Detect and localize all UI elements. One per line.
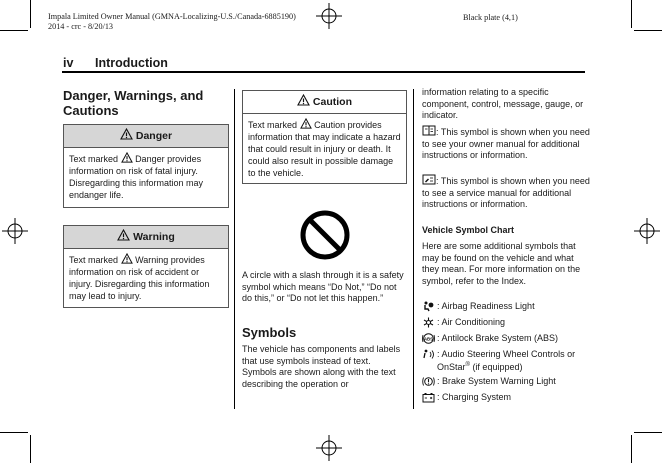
symbol-list — [422, 301, 590, 408]
danger-warnings-heading: Danger, Warnings, and Cautions — [63, 88, 204, 118]
danger-box — [63, 124, 229, 208]
symbol-row-brake-warning — [422, 376, 590, 392]
registration-mark-bottom — [316, 435, 342, 461]
brake-warning-icon — [422, 376, 435, 387]
column-divider — [234, 89, 235, 409]
symbol-label-brake-warning: : Brake System Warning Light — [437, 376, 556, 386]
symbol-row-abs — [422, 333, 590, 349]
symbols-continued: information relating to a specific component, control, message, gauge, or indicator. — [422, 87, 584, 121]
warning-box-header — [64, 226, 228, 249]
caution-box-header — [243, 91, 406, 114]
symbol-label-charging-system: : Charging System — [437, 392, 512, 402]
warning-triangle-icon — [121, 253, 133, 264]
vehicle-symbol-chart-intro: Here are some additional symbols that may be found on the vehicle and what they mean. For more information on the symbol, refer to the Index. — [422, 241, 581, 287]
crop-mark — [634, 30, 662, 31]
warning-triangle-icon — [121, 152, 133, 163]
symbol-row-charging-system — [422, 392, 590, 408]
owner-manual-note — [422, 125, 590, 162]
registered-mark: ® — [465, 362, 470, 368]
crop-mark — [30, 435, 31, 463]
symbols-description: The vehicle has components and labels that use symbols instead of text. Symbols are shown along with the text describing the operation or — [242, 344, 401, 390]
danger-text — [64, 148, 228, 205]
svg-text:ABS: ABS — [423, 336, 434, 342]
steering-label-end: (if equipped) — [469, 362, 523, 372]
owner-manual-note-text: : This symbol is shown when you need to see your owner manual for additional instructions or information. — [422, 127, 590, 161]
section-rule — [62, 71, 585, 73]
symbol-row-steering-wheel-controls — [422, 349, 590, 376]
warning-title: Warning — [133, 231, 175, 243]
danger-text-body: Danger provides information on risk of fatal injury. Disregarding this information may endanger life. — [69, 154, 204, 200]
danger-box-header — [64, 125, 228, 148]
airbag-icon — [422, 301, 435, 312]
registration-mark-left — [2, 218, 28, 244]
warning-triangle-icon — [117, 229, 130, 241]
symbols-heading: Symbols — [242, 325, 297, 340]
battery-icon — [422, 392, 435, 403]
section-title: Introduction — [95, 56, 168, 70]
warning-triangle-icon — [120, 128, 133, 140]
warning-triangle-icon — [300, 118, 312, 129]
page-number: iv — [63, 56, 74, 70]
air-conditioning-icon — [422, 317, 435, 328]
service-manual-icon — [422, 174, 436, 185]
warning-box — [63, 225, 229, 308]
steering-wheel-controls-icon — [422, 349, 435, 360]
manual-header — [48, 12, 338, 31]
crop-mark — [0, 432, 28, 433]
caution-text-prefix: Text marked — [248, 120, 298, 130]
column-divider — [413, 89, 414, 409]
circle-slash-description: A circle with a slash through it is a safety symbol which means “Do Not,” “Do not do this,” or “Do not let this happen.” — [242, 270, 404, 304]
crop-mark — [30, 0, 31, 28]
symbol-row-air-conditioning — [422, 317, 590, 333]
symbol-row-airbag — [422, 301, 590, 317]
registration-mark-right — [634, 218, 660, 244]
crop-mark — [631, 0, 632, 28]
service-manual-note — [422, 174, 590, 211]
steering-label-main: : Audio Steering Wheel Controls or OnStar — [437, 349, 576, 372]
warning-text — [64, 249, 228, 306]
caution-text — [243, 114, 406, 183]
caution-box — [242, 90, 407, 184]
caution-title: Caution — [312, 96, 352, 108]
vehicle-symbol-chart-heading: Vehicle Symbol Chart — [422, 225, 515, 235]
owner-manual-book-icon — [422, 125, 436, 136]
symbol-label-airbag: : Airbag Readiness Light — [437, 301, 535, 311]
danger-text-prefix: Text marked — [69, 154, 119, 164]
caution-text-body: Caution provides information that may indicate a hazard that could result in injury or death. It could also result in possible damage to the vehicle. — [248, 120, 401, 178]
danger-title: Danger — [135, 130, 173, 142]
crop-mark — [0, 30, 28, 31]
warning-text-prefix: Text marked — [69, 255, 119, 265]
crop-mark — [634, 432, 662, 433]
service-manual-note-text: : This symbol is shown when you need to see a service manual for additional instructions or information. — [422, 176, 590, 210]
symbol-label-air-conditioning: : Air Conditioning — [437, 317, 506, 327]
manual-title-line: Impala Limited Owner Manual (GMNA-Localizing-U.S./Canada-6885190) — [48, 12, 296, 21]
symbol-label-steering-wheel-controls — [437, 349, 590, 373]
prohibition-symbol-icon — [298, 208, 352, 262]
plate-label: Black plate (4,1) — [463, 13, 518, 22]
manual-date-line: 2014 - crc - 8/20/13 — [48, 21, 114, 31]
abs-icon — [422, 333, 435, 344]
warning-triangle-icon — [297, 94, 310, 106]
crop-mark — [631, 435, 632, 463]
symbol-label-abs: : Antilock Brake System (ABS) — [437, 333, 559, 343]
warning-text-body: Warning provides information on risk of accident or injury. Disregarding this information may lead to injury. — [69, 255, 210, 301]
